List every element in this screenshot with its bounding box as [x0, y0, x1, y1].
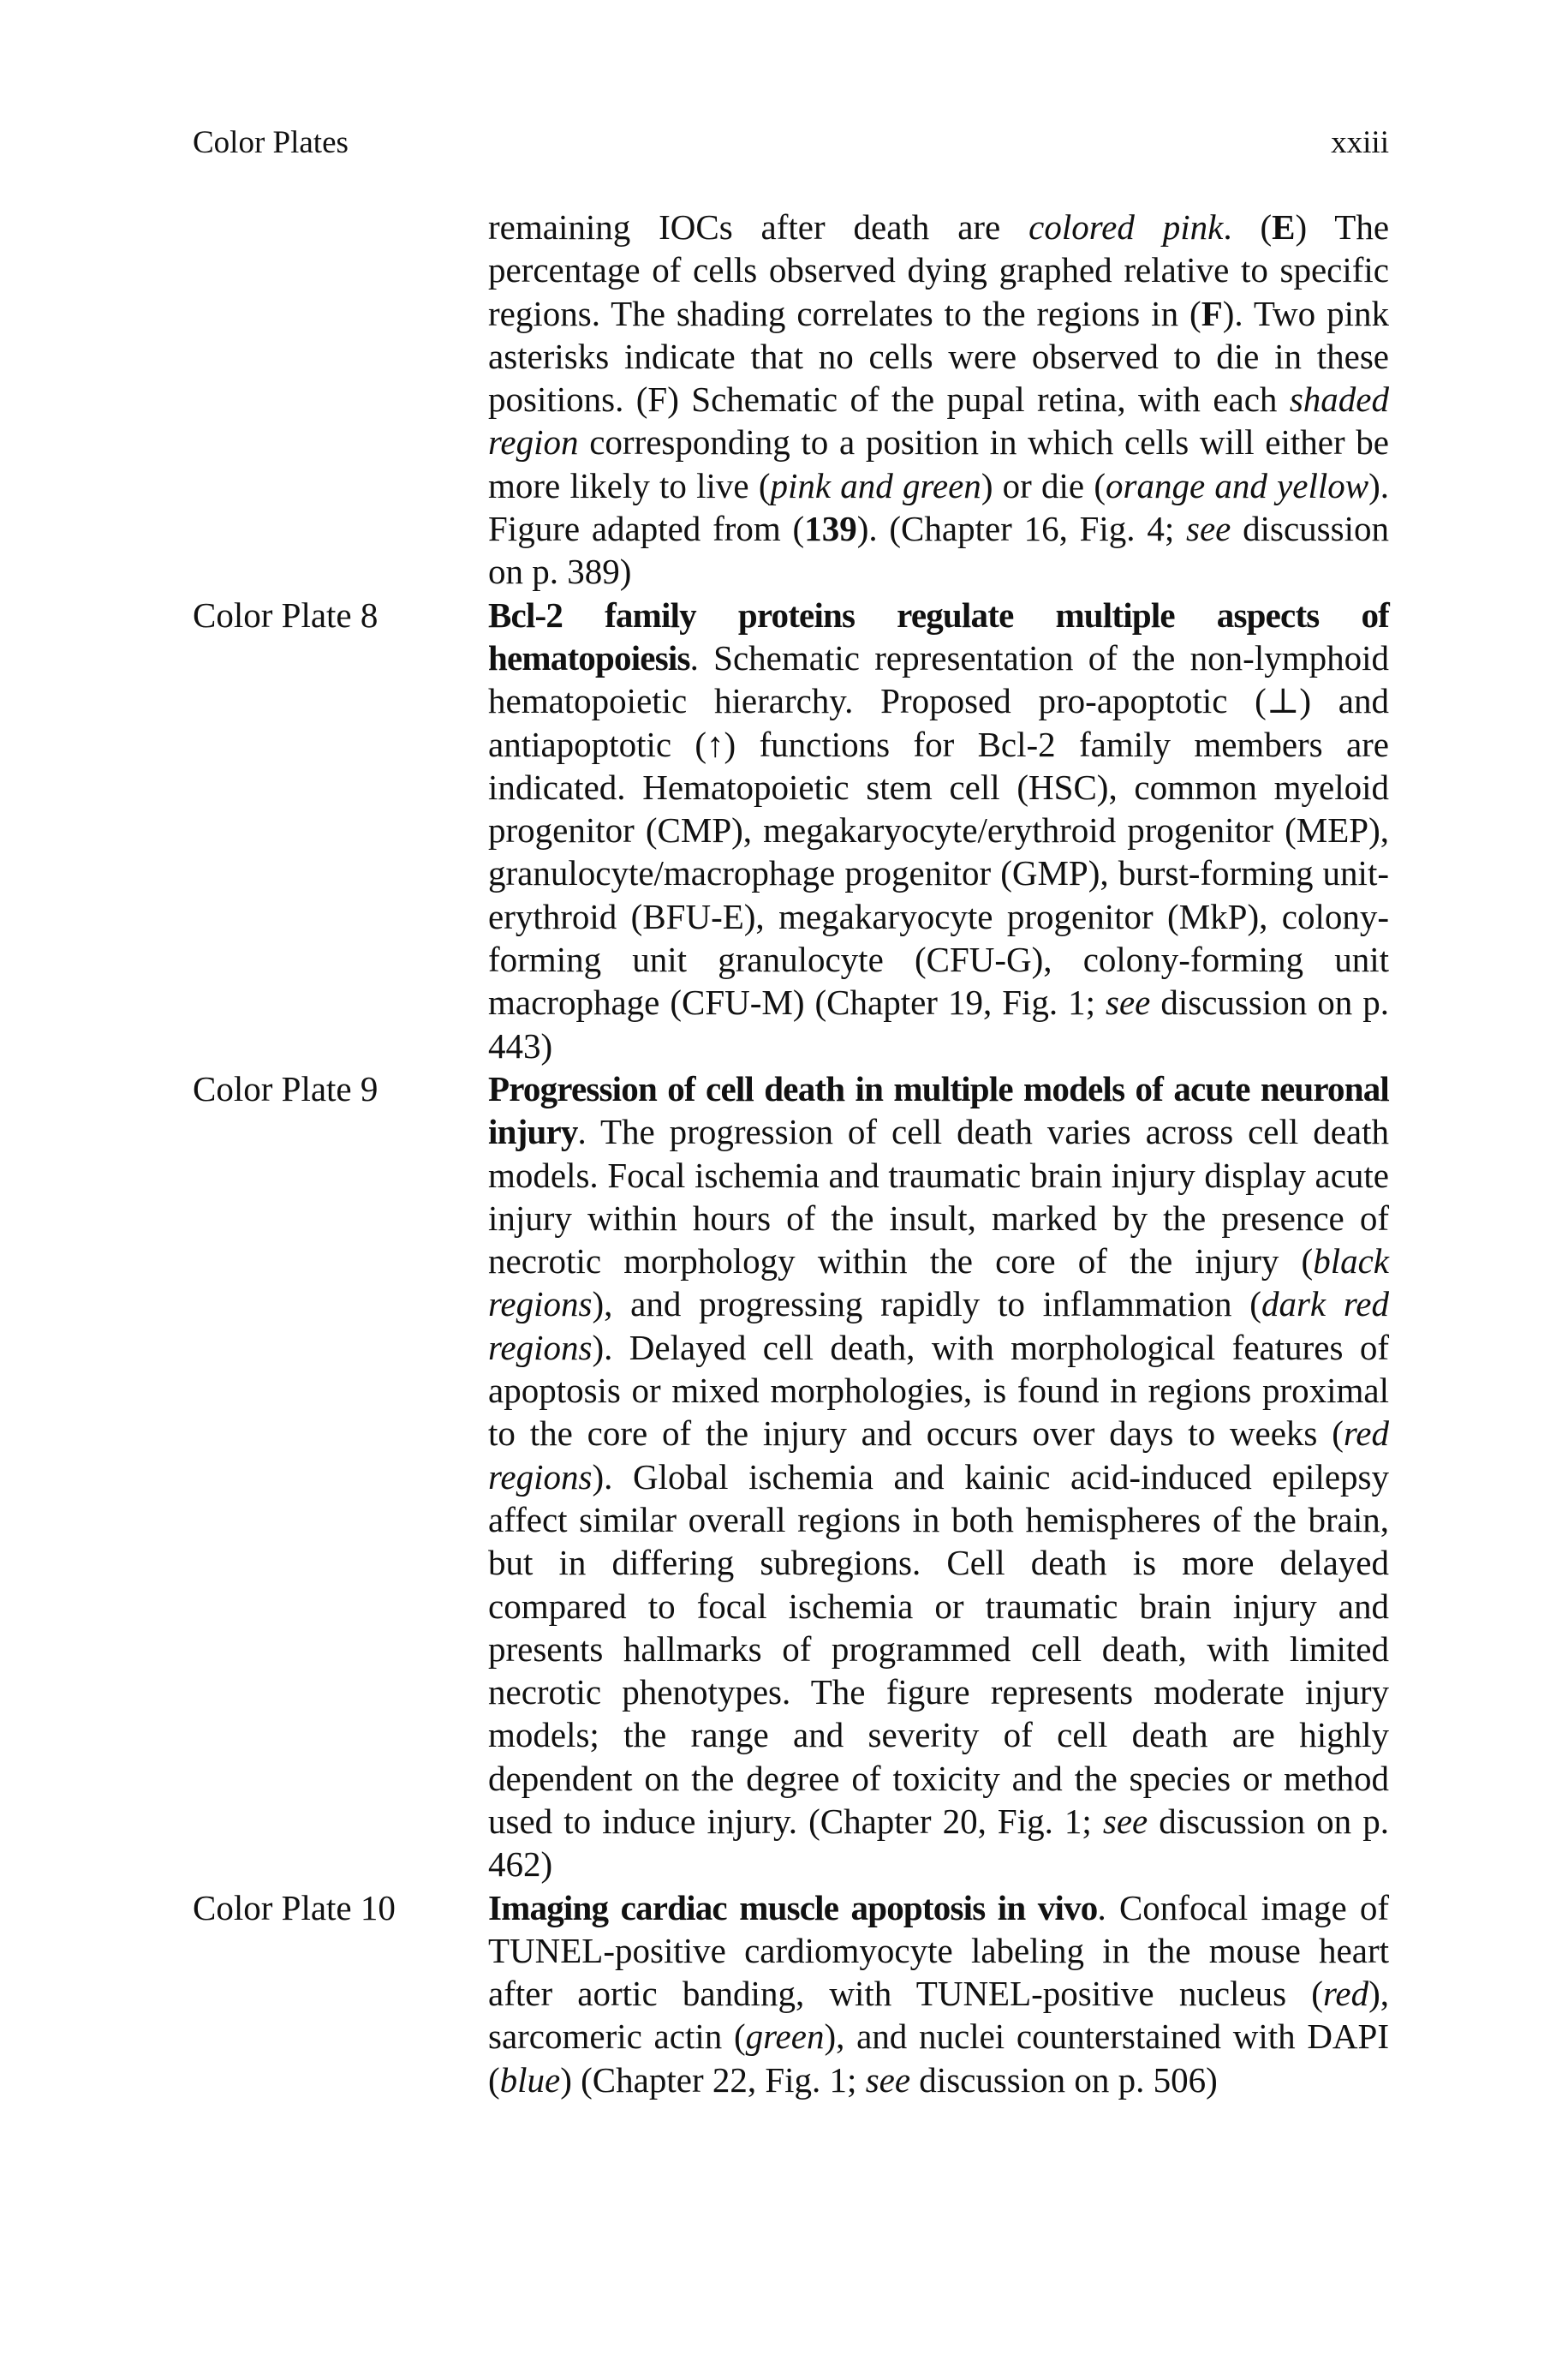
plate-caption — [488, 206, 1389, 594]
caption-text: discussion on p. 443) — [488, 983, 1389, 1066]
caption-italic: see — [1186, 509, 1231, 549]
section-title: Color Plates — [193, 125, 349, 160]
plate-title: Bcl-2 family proteins regulate multiple aspects of hematopoiesis — [488, 594, 1389, 678]
caption-text: ) (Chapter 22, Fig. 1; — [560, 2059, 866, 2100]
color-plate-entry-continued — [193, 206, 1389, 594]
caption-italic: orange and yellow — [1105, 465, 1369, 505]
caption-text: ), and progressing rapidly to inflammation ( — [592, 1284, 1261, 1324]
plate-label: Color Plate 9 — [193, 1068, 379, 1108]
plate-caption — [488, 594, 1389, 1067]
caption-text: . ( — [1223, 207, 1273, 247]
plate-label: Color Plate 8 — [193, 594, 379, 635]
caption-italic: colored pink — [1028, 207, 1224, 247]
caption-text: remaining IOCs after death are — [488, 207, 1029, 247]
caption-italic: shaded region — [488, 379, 1389, 463]
caption-text: ). Two pink asterisks indicate that no cells were observed to die in these positions. (F) Schematic of the pupal retina, with each — [488, 293, 1389, 420]
plate-title: Progression of cell death in multiple models of acute neuronal injury — [488, 1068, 1389, 1152]
plate-caption — [488, 1886, 1389, 2101]
caption-italic: see — [1102, 1801, 1148, 1841]
caption-text: discussion on p. 462) — [488, 1801, 1389, 1885]
caption-bold: F — [1201, 293, 1223, 333]
caption-italic: black regions — [488, 1241, 1389, 1324]
color-plate-entry-10 — [193, 1886, 1389, 2101]
caption-text: . Confocal image of TUNEL-positive cardiomyocyte labeling in the mouse heart after aortic banding, with TUNEL-positive nucleus ( — [488, 1887, 1390, 2014]
caption-text: ) or die ( — [981, 465, 1106, 505]
caption-italic: pink and green — [770, 465, 981, 505]
caption-text: ). Global ischemia and kainic acid-induced epilepsy affect similar overall regions in both hemispheres of the brain, but in differing subregions. Cell death is more delayed compared to focal ischemia or traumatic brain injury and presents hallmarks of programmed cell death, with limited necrotic phenotypes. The figure represents moderate injury models; the range and severity of cell death are highly dependent on the degree of toxicity and the species or method used to induce injury. (Chapter 20, Fig. 1; — [488, 1456, 1389, 1841]
running-head — [193, 122, 1389, 164]
caption-italic: see — [865, 2059, 911, 2100]
caption-italic: red regions — [488, 1413, 1389, 1497]
caption-italic: blue — [499, 2059, 561, 2100]
caption-italic: dark red regions — [488, 1284, 1389, 1367]
caption-text: ) The percentage of cells observed dying graphed relative to specific regions. The shading correlates to the regions in ( — [488, 207, 1390, 333]
caption-text: discussion on p. 506) — [910, 2059, 1218, 2100]
color-plate-entry-9 — [193, 1067, 1389, 1886]
caption-text: ), and nuclei counterstained with DAPI ( — [488, 2017, 1390, 2100]
plate-label: Color Plate 10 — [193, 1887, 396, 1927]
plate-caption — [488, 1067, 1389, 1886]
caption-italic: see — [1106, 983, 1151, 1023]
caption-text: ), sarcomeric actin ( — [488, 1974, 1389, 2057]
reference-number: 139 — [804, 509, 857, 549]
caption-text: . Schematic representation of the non-lymphoid hematopoietic hierarchy. Proposed pro-apoptotic (⊥) and antiapoptotic (↑) functions for Bcl-2 family members are indicated. Hematopoietic stem cell (HSC), common myeloid progenitor (CMP), megakaryocyte/erythroid progenitor (MEP), granulocyte/macrophage progenitor (GMP), burst-forming unit-erythroid (BFU-E), megakaryocyte progenitor (MkP), colony-forming unit granulocyte (CFU-G), colony-forming unit macrophage (CFU-M) (Chapter 19, Fig. 1; — [488, 637, 1389, 1023]
caption-italic: red — [1322, 1974, 1369, 2014]
caption-bold: E — [1272, 207, 1296, 247]
caption-text: . The progression of cell death varies across cell death models. Focal ischemia and traumatic brain injury display acute injury within hours of the insult, marked by the presence of necrotic morphology within the core of the injury ( — [488, 1112, 1389, 1282]
caption-text: discussion on p. 389) — [488, 509, 1389, 592]
color-plate-entry-8 — [193, 594, 1389, 1067]
page-number: xxiii — [1331, 125, 1389, 160]
plate-title: Imaging cardiac muscle apoptosis in vivo — [488, 1887, 1098, 1927]
caption-text: ). Figure adapted from ( — [488, 465, 1389, 549]
caption-italic: green — [745, 2017, 825, 2057]
caption-text: corresponding to a position in which cells will either be more likely to live ( — [488, 422, 1389, 505]
caption-text: ). (Chapter 16, Fig. 4; — [856, 509, 1186, 549]
color-plate-list — [193, 206, 1389, 2101]
caption-text: ). Delayed cell death, with morphological features of apoptosis or mixed morphologies, is found in regions proximal to the core of the injury and occurs over days to weeks ( — [488, 1327, 1389, 1454]
